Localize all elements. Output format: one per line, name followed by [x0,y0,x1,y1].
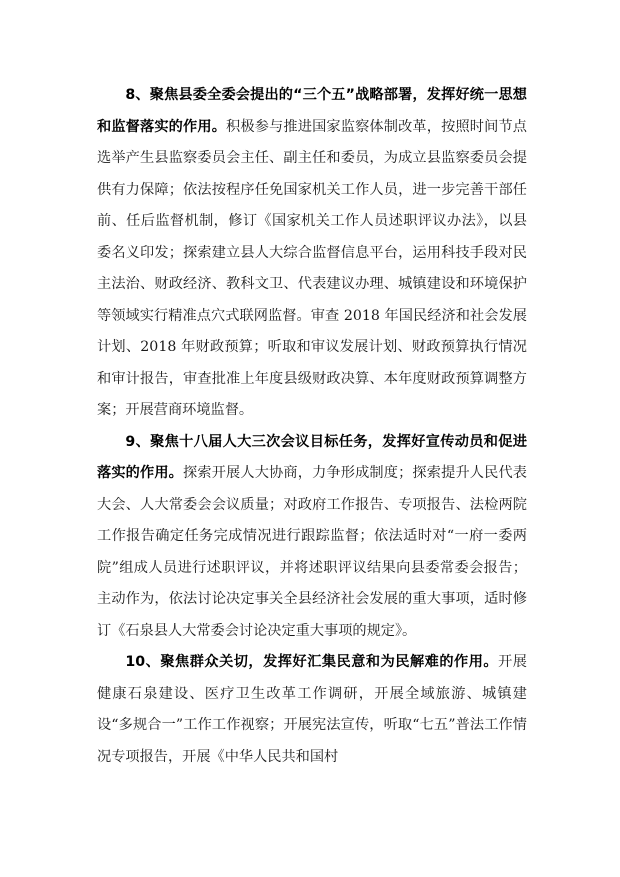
paragraph-9-heading: 9、聚焦十八届人大三次会议目标任务，发挥好宣传动员和促进落实的作用。 [97,433,527,481]
paragraph-8 [97,80,527,427]
document-body [97,80,527,773]
paragraph-9 [97,427,527,648]
paragraph-9-body: 探索开展人大协商，力争形成制度；探索提升人民代表大会、人大常委会会议质量；对政府工作报告、专项报告、法检两院工作报告确定任务完成情况进行跟踪监督；依法适时对“一府一委两院”组成人员进行述职评议，并将述职评议结果向县委常委会报告；主动作为，依法讨论决定事关全县经济社会发展的重大事项，适时修订《石泉县人大常委会讨论决定重大事项的规定》。 [97,465,527,639]
paragraph-10-heading: 10、聚焦群众关切，发挥好汇集民意和为民解难的作用。 [125,654,499,670]
paragraph-10-body: 开展健康石泉建设、医疗卫生改革工作调研，开展全域旅游、城镇建设“多规合一”工作工作视察；开展宪法宣传，听取“七五”普法工作情况专项报告，开展《中华人民共和国村 [97,654,527,765]
paragraph-8-heading: 8、聚焦县委全委会提出的“三个五”战略部署，发挥好统一思想和监督落实的作用。 [97,87,527,135]
paragraph-10 [97,647,527,773]
paragraph-8-body: 积极参与推进国家监察体制改革，按照时间节点选举产生县监察委员会主任、副主任和委员，为成立县监察委员会提供有力保障；依法按程序任免国家机关工作人员，进一步完善干部任前、任后监督机制，修订《国家机关工作人员述职评议办法》，以县委名义印发；探索建立县人大综合监督信息平台，运用科技手段对民主法治、财政经济、教科文卫、代表建议办理、城镇建设和环境保护等领域实行精准点穴式联网监督。审查 2018 年国民经济和社会发展计划、2018 年财政预算；听取和审议发展计划、财政预算执行情况和审计报告，审查批准上年度县级财政决算、本年度财政预算调整方案；开展营商环境监督。 [97,118,527,418]
